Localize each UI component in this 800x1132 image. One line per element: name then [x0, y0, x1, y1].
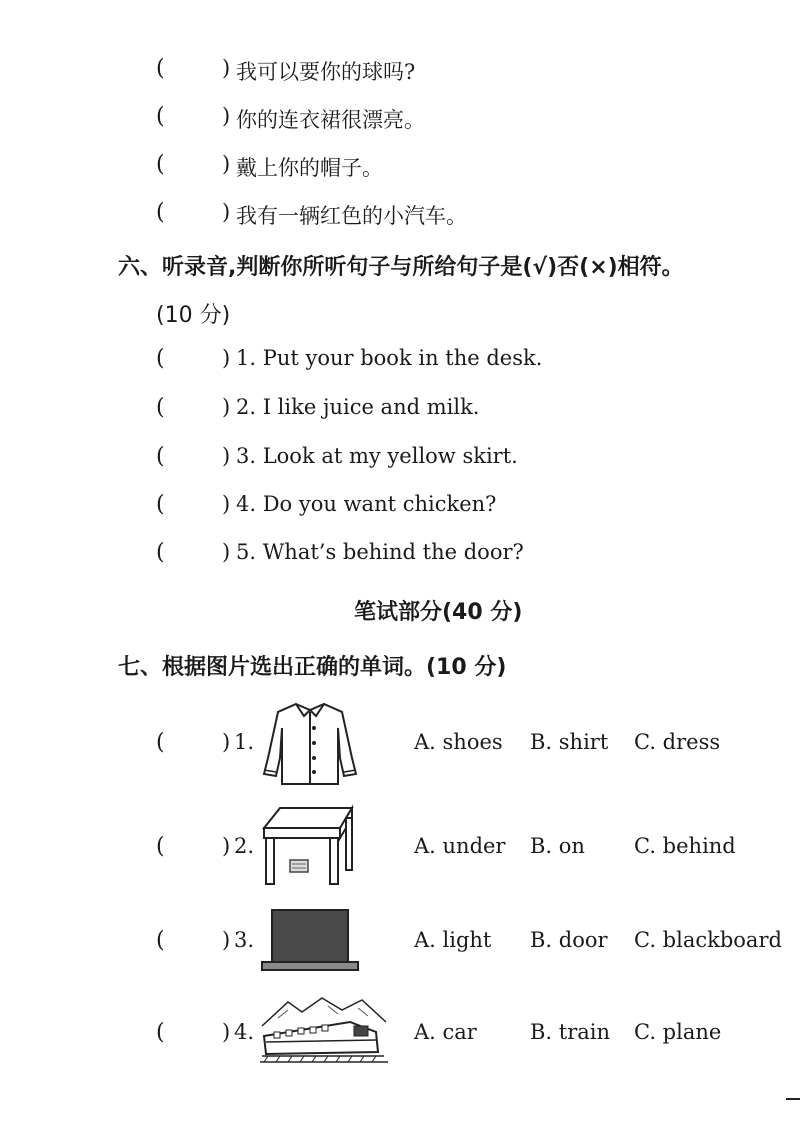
- answer-bracket-open[interactable]: (: [156, 200, 165, 225]
- item-text: 5. What’s behind the door?: [236, 540, 524, 564]
- item-text: 我可以要你的球吗?: [236, 60, 416, 84]
- answer-bracket-close: ): [222, 1020, 231, 1044]
- item-text: 1. Put your book in the desk.: [236, 346, 543, 370]
- page-edge-mark: [786, 1098, 800, 1100]
- section-7-title: 七、根据图片选出正确的单词。(10 分): [118, 655, 507, 680]
- option-b[interactable]: B. shirt: [530, 730, 609, 754]
- shirt-icon: [260, 698, 360, 790]
- answer-bracket-close: ): [222, 200, 231, 224]
- option-b[interactable]: B. door: [530, 928, 608, 952]
- option-a[interactable]: A. shoes: [414, 730, 503, 754]
- option-c[interactable]: C. behind: [634, 834, 736, 858]
- section-6-title: 六、听录音,判断你所听句子与所给句子是(√)否(×)相符。: [118, 255, 684, 280]
- blackboard-icon: [260, 906, 360, 974]
- answer-bracket-close: ): [222, 56, 231, 80]
- answer-bracket-open[interactable]: (: [156, 56, 165, 81]
- option-c[interactable]: C. plane: [634, 1020, 722, 1044]
- answer-bracket-close: ): [222, 152, 231, 176]
- answer-bracket-close: ): [222, 834, 231, 858]
- answer-bracket-open[interactable]: (: [156, 152, 165, 177]
- item-text: 我有一辆红色的小汽车。: [236, 204, 467, 228]
- item-number: 4.: [234, 1020, 255, 1044]
- answer-bracket-close: ): [222, 928, 231, 952]
- answer-bracket-open[interactable]: (: [156, 104, 165, 129]
- answer-bracket-open[interactable]: (: [156, 346, 165, 371]
- option-a[interactable]: A. light: [414, 928, 492, 952]
- item-text: 3. Look at my yellow skirt.: [236, 444, 518, 468]
- desk-icon: [260, 804, 356, 886]
- written-part-title: 笔试部分(40 分): [354, 600, 523, 625]
- train-icon: [258, 992, 390, 1068]
- item-text: 你的连衣裙很漂亮。: [236, 108, 425, 132]
- answer-bracket-open[interactable]: (: [156, 540, 165, 565]
- item-number: 2.: [234, 834, 255, 858]
- option-c[interactable]: C. dress: [634, 730, 721, 754]
- option-b[interactable]: B. on: [530, 834, 585, 858]
- answer-bracket-close: ): [222, 104, 231, 128]
- answer-bracket-open[interactable]: (: [156, 928, 165, 953]
- answer-bracket-close: ): [222, 395, 231, 419]
- answer-bracket-open[interactable]: (: [156, 444, 165, 469]
- answer-bracket-open[interactable]: (: [156, 730, 165, 755]
- item-text: 戴上你的帽子。: [236, 156, 383, 180]
- section-6-score: (10 分): [156, 303, 231, 328]
- option-c[interactable]: C. blackboard: [634, 928, 782, 952]
- answer-bracket-close: ): [222, 730, 231, 754]
- answer-bracket-close: ): [222, 346, 231, 370]
- item-text: 2. I like juice and milk.: [236, 395, 480, 419]
- option-a[interactable]: A. under: [414, 834, 506, 858]
- answer-bracket-close: ): [222, 540, 231, 564]
- answer-bracket-open[interactable]: (: [156, 834, 165, 859]
- item-number: 3.: [234, 928, 255, 952]
- answer-bracket-close: ): [222, 444, 231, 468]
- answer-bracket-close: ): [222, 492, 231, 516]
- item-text: 4. Do you want chicken?: [236, 492, 497, 516]
- option-b[interactable]: B. train: [530, 1020, 611, 1044]
- answer-bracket-open[interactable]: (: [156, 1020, 165, 1045]
- item-number: 1.: [234, 730, 255, 754]
- answer-bracket-open[interactable]: (: [156, 492, 165, 517]
- option-a[interactable]: A. car: [414, 1020, 477, 1044]
- answer-bracket-open[interactable]: (: [156, 395, 165, 420]
